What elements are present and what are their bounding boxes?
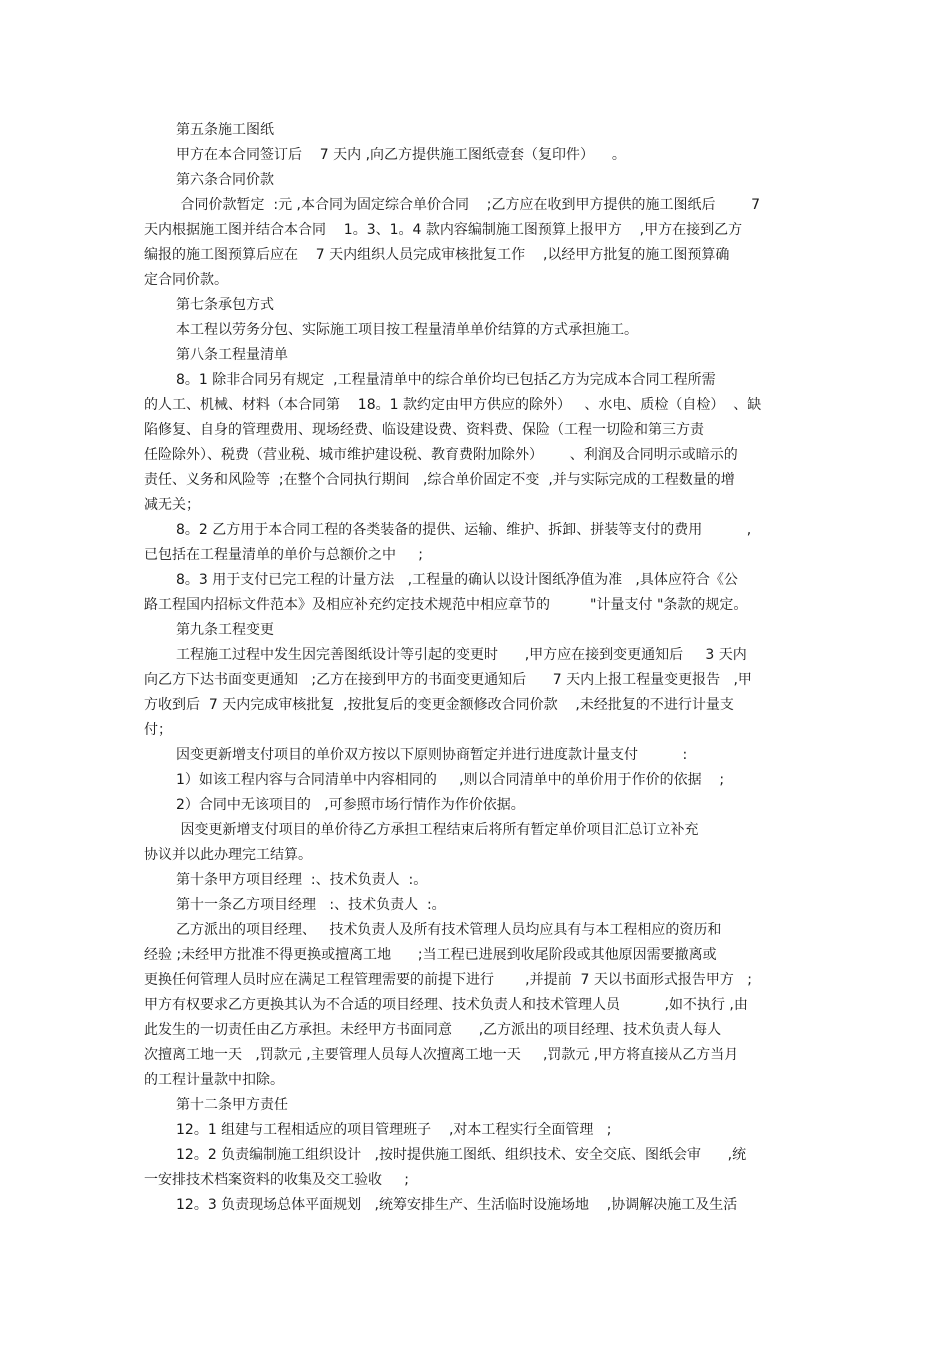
paragraph-line: 经验 ;未经甲方批准不得更换或擅离工地 ;当工程已进展到收尾阶段或其他原因需要撤离或 bbox=[144, 947, 717, 963]
paragraph-line: 因变更新增支付项目的单价待乙方承担工程结束后将所有暂定单价项目汇总订立补充 bbox=[176, 822, 699, 838]
paragraph-line: 甲方有权要求乙方更换其认为不合适的项目经理、技术负责人和技术管理人员 ,如不执行 ,由 bbox=[144, 997, 748, 1013]
paragraph-line: 1）如该工程内容与合同清单中内容相同的 ,则以合同清单中的单价用于作价的依据 ; bbox=[176, 772, 725, 788]
paragraph-line: 定合同价款。 bbox=[144, 272, 228, 288]
paragraph-line: 此发生的一切责任由乙方承担。未经甲方书面同意 ,乙方派出的项目经理、技术负责人每人 bbox=[144, 1022, 722, 1038]
paragraph-line: 方收到后 7 天内完成审核批复 ,按批复后的变更金额修改合同价款 ,未经批复的不进行计量支 bbox=[144, 697, 734, 713]
heading-article-11: 第十一条乙方项目经理 :、技术负责人 :。 bbox=[176, 897, 446, 913]
paragraph-line: 因变更新增支付项目的单价双方按以下原则协商暂定并进行进度款计量支付 : bbox=[176, 747, 688, 763]
heading-article-9: 第九条工程变更 bbox=[176, 622, 274, 638]
paragraph-line: 8。2 乙方用于本合同工程的各类装备的提供、运输、维护、拆卸、拼装等支付的费用 , bbox=[176, 522, 752, 538]
paragraph-line: 协议并以此办理完工结算。 bbox=[144, 847, 312, 863]
paragraph-line: 12。2 负责编制施工组织设计 ,按时提供施工图纸、组织技术、安全交底、图纸会审 ,统 bbox=[176, 1147, 747, 1163]
paragraph-line: 的人工、机械、材料（本合同第 18。1 款约定由甲方供应的除外） 、水电、质检（自检） 、缺 bbox=[144, 397, 762, 413]
paragraph-line: 任险除外）、税费（营业税、城市维护建设税、教育费附加除外） 、利润及合同明示或暗示的 bbox=[144, 447, 738, 463]
paragraph-line: 减无关； bbox=[144, 497, 200, 513]
paragraph-line: 本工程以劳务分包、实际施工项目按工程量清单单价结算的方式承担施工。 bbox=[176, 322, 638, 338]
paragraph-line: 一安排技术档案资料的收集及交工验收 ; bbox=[144, 1172, 409, 1188]
paragraph-line: 天内根据施工图并结合本合同 1。3、1。4 款内容编制施工图预算上报甲方 ,甲方在接到乙方 bbox=[144, 222, 743, 238]
heading-article-5: 第五条施工图纸 bbox=[176, 122, 274, 138]
paragraph-line: 路工程国内招标文件范本》及相应补充约定技术规范中相应章节的 "计量支付 "条款的规定。 bbox=[144, 597, 748, 613]
paragraph-line: 2）合同中无该项目的 ,可参照市场行情作为作价依据。 bbox=[176, 797, 525, 813]
heading-article-8: 第八条工程量清单 bbox=[176, 347, 288, 363]
paragraph-line: 陷修复、自身的管理费用、现场经费、临设建设费、资料费、保险（工程一切险和第三方责 bbox=[144, 422, 704, 438]
paragraph-line: 12。1 组建与工程相适应的项目管理班子 ,对本工程实行全面管理 ; bbox=[176, 1122, 612, 1138]
paragraph-line: 责任、义务和风险等 ;在整个合同执行期间 ,综合单价固定不变 ,并与实际完成的工程数量的增 bbox=[144, 472, 735, 488]
paragraph-line: 合同价款暂定 :元 ,本合同为固定综合单价合同 ;乙方应在收到甲方提供的施工图纸后 7 bbox=[176, 197, 760, 213]
paragraph-line: 12。3 负责现场总体平面规划 ,统筹安排生产、生活临时设施场地 ,协调解决施工及生活 bbox=[176, 1197, 738, 1213]
paragraph-line: 甲方在本合同签订后 7 天内 ,向乙方提供施工图纸壹套（复印件） 。 bbox=[176, 147, 626, 163]
heading-article-12: 第十二条甲方责任 bbox=[176, 1097, 288, 1113]
paragraph-line: 乙方派出的项目经理、 技术负责人及所有技术管理人员均应具有与本工程相应的资历和 bbox=[176, 922, 722, 938]
paragraph-line: 8。1 除非合同另有规定 ,工程量清单中的综合单价均已包括乙方为完成本合同工程所需 bbox=[176, 372, 716, 388]
paragraph-line: 8。3 用于支付已完工程的计量方法 ,工程量的确认以设计图纸净值为准 ,具体应符合《公 bbox=[176, 572, 738, 588]
paragraph-line: 工程施工过程中发生因完善图纸设计等引起的变更时 ,甲方应在接到变更通知后 3 天内 bbox=[176, 647, 747, 663]
paragraph-line: 的工程计量款中扣除。 bbox=[144, 1072, 284, 1088]
paragraph-line: 更换任何管理人员时应在满足工程管理需要的前提下进行 ,并提前 7 天以书面形式报告甲方 ; bbox=[144, 972, 752, 988]
paragraph-line: 编报的施工图预算后应在 7 天内组织人员完成审核批复工作 ,以经甲方批复的施工图预算确 bbox=[144, 247, 730, 263]
paragraph-line: 已包括在工程量清单的单价与总额价之中 ; bbox=[144, 547, 423, 563]
paragraph-line: 付； bbox=[144, 722, 172, 738]
heading-article-6: 第六条合同价款 bbox=[176, 172, 274, 188]
heading-article-10: 第十条甲方项目经理 :、技术负责人 :。 bbox=[176, 872, 428, 888]
paragraph-line: 向乙方下达书面变更通知 ;乙方在接到甲方的书面变更通知后 7 天内上报工程量变更报告 ,甲 bbox=[144, 672, 752, 688]
paragraph-line: 次擅离工地一天 ,罚款元 ,主要管理人员每人次擅离工地一天 ,罚款元 ,甲方将直接从乙方当月 bbox=[144, 1047, 739, 1063]
heading-article-7: 第七条承包方式 bbox=[176, 297, 274, 313]
